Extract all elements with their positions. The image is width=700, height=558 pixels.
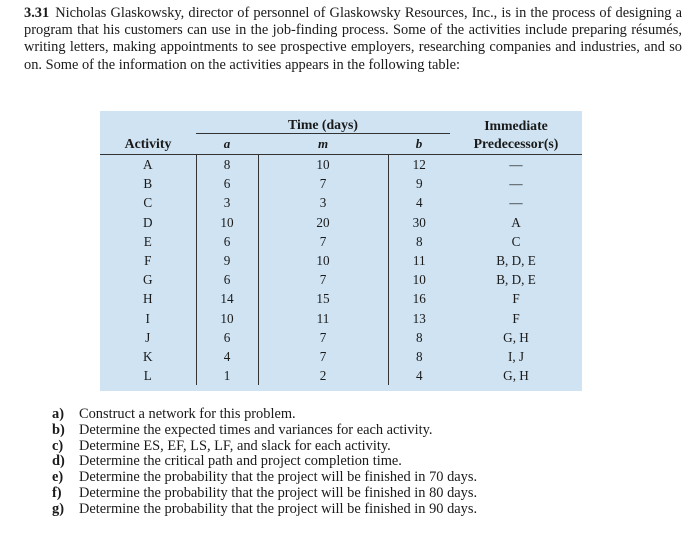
a-time-cell: 3 — [196, 193, 258, 212]
a-time-cell: 14 — [196, 289, 258, 308]
question-item — [52, 502, 652, 518]
question-item — [52, 439, 652, 455]
m-time-cell: 10 — [258, 155, 388, 175]
activity-cell: B — [143, 176, 153, 192]
predecessor-cell: F — [512, 310, 520, 326]
predecessor-cell: F — [512, 291, 520, 307]
question-label: f) — [52, 484, 62, 501]
question-text: Determine the critical path and project completion time. — [79, 453, 402, 470]
a-time-cell: 6 — [196, 232, 258, 251]
m-time-cell: 7 — [258, 232, 388, 251]
table-row — [100, 174, 582, 193]
activity-cell: A — [142, 157, 153, 172]
m-time-cell: 20 — [258, 213, 388, 232]
b-time-cell: 8 — [388, 328, 450, 347]
b-time-cell: 11 — [388, 251, 450, 270]
activity-cell: F — [144, 253, 152, 269]
question-item — [52, 423, 652, 439]
a-time-cell: 1 — [196, 366, 258, 385]
b-time-cell: 4 — [388, 193, 450, 212]
table-row — [100, 155, 582, 175]
question-item — [52, 470, 652, 486]
b-time-cell: 9 — [388, 174, 450, 193]
b-time-cell: 12 — [388, 155, 450, 175]
b-time-cell: 10 — [388, 270, 450, 289]
problem-statement — [24, 5, 682, 74]
activity-cell: L — [143, 368, 152, 384]
a-time-cell: 9 — [196, 251, 258, 270]
m-time-cell: 7 — [258, 174, 388, 193]
activity-cell: E — [143, 233, 152, 249]
activity-cell: C — [143, 195, 153, 211]
a-time-cell: 10 — [196, 213, 258, 232]
table-row — [100, 193, 582, 212]
time-days-header: Time (days) — [196, 111, 450, 134]
question-text: Determine the expected times and variances for each activity. — [79, 421, 433, 438]
activity-cell: H — [142, 291, 153, 307]
predecessor-cell: C — [511, 233, 521, 249]
question-label: d) — [52, 453, 65, 470]
question-label: e) — [52, 469, 64, 486]
question-label: b) — [52, 421, 65, 438]
m-time-cell: 7 — [258, 328, 388, 347]
m-time-cell: 2 — [258, 366, 388, 385]
predecessor-cell: I, J — [507, 349, 525, 365]
m-time-cell: 7 — [258, 347, 388, 366]
question-label: c) — [52, 437, 64, 454]
b-time-cell: 8 — [388, 232, 450, 251]
b-time-cell: 4 — [388, 366, 450, 385]
table-row — [100, 232, 582, 251]
m-time-cell: 7 — [258, 270, 388, 289]
table-row — [100, 213, 582, 232]
activity-cell: J — [145, 329, 151, 345]
a-time-cell: 6 — [196, 328, 258, 347]
question-text: Determine the probability that the project will be finished in 80 days. — [79, 484, 478, 501]
question-text: Determine ES, EF, LS, LF, and slack for each activity. — [79, 437, 391, 454]
predecessor-cell: — — [509, 195, 523, 211]
activity-header: Activity — [100, 134, 196, 155]
a-header: a — [196, 134, 258, 155]
question-label: g) — [52, 500, 64, 517]
table-row — [100, 309, 582, 328]
table-row — [100, 366, 582, 385]
activity-cell: I — [145, 310, 150, 326]
question-list — [52, 407, 652, 518]
predecessor-cell: B, D, E — [496, 272, 536, 288]
b-time-cell: 30 — [388, 213, 450, 232]
predecessor-header: Predecessor(s) — [450, 134, 582, 155]
a-time-cell: 6 — [196, 270, 258, 289]
a-time-cell: 4 — [196, 347, 258, 366]
m-header: m — [258, 134, 388, 155]
a-time-cell: 6 — [196, 174, 258, 193]
predecessor-cell: G, H — [503, 329, 529, 345]
table-row — [100, 270, 582, 289]
question-label: a) — [52, 406, 64, 422]
activity-cell: K — [142, 349, 153, 365]
b-header: b — [388, 134, 450, 155]
table-row — [100, 289, 582, 308]
question-item — [52, 486, 652, 502]
problem-text: Nicholas Glaskowsky, director of personnel of Glaskowsky Resources, Inc., is in the process of designing a program that his customers can use in the job-finding process. Some of the activities include preparing résumés, writing letters, making appointments to see prospective employers, researching companies and industries, and so on. Some of the information on the activities appears in the following table: — [24, 5, 682, 73]
question-text: Construct a network for this problem. — [79, 406, 296, 422]
table-row — [100, 347, 582, 366]
b-time-cell: 8 — [388, 347, 450, 366]
question-text: Determine the probability that the project will be finished in 70 days. — [79, 469, 478, 486]
m-time-cell: 10 — [258, 251, 388, 270]
table-row — [100, 251, 582, 270]
a-time-cell: 8 — [196, 155, 258, 175]
activity-cell: D — [142, 214, 153, 230]
predecessor-cell: G, H — [503, 368, 529, 384]
b-time-cell: 13 — [388, 309, 450, 328]
m-time-cell: 15 — [258, 289, 388, 308]
a-time-cell: 10 — [196, 309, 258, 328]
predecessor-cell: A — [511, 214, 521, 230]
problem-number: 3.31 — [24, 5, 50, 21]
question-item — [52, 407, 652, 423]
predecessor-cell: B, D, E — [496, 253, 536, 269]
b-time-cell: 16 — [388, 289, 450, 308]
m-time-cell: 3 — [258, 193, 388, 212]
activity-table — [100, 111, 582, 391]
predecessor-cell: — — [509, 157, 523, 172]
table-body — [100, 155, 582, 386]
question-text: Determine the probability that the project will be finished in 90 days. — [79, 500, 478, 517]
predecessor-cell: — — [509, 176, 523, 192]
m-time-cell: 11 — [258, 309, 388, 328]
table-row — [100, 328, 582, 347]
activity-cell: G — [142, 272, 153, 288]
question-item — [52, 454, 652, 470]
immediate-header: Immediate — [484, 117, 548, 133]
